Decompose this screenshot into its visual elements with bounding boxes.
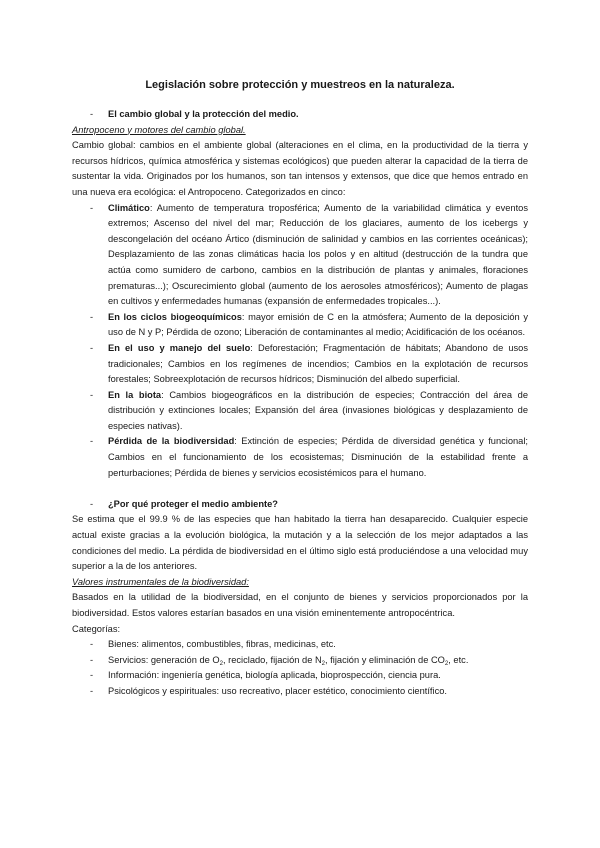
item-separator: : bbox=[149, 202, 153, 213]
item-text: Extinción de especies; Pérdida de diversidad genética y funcional; Cambios en el funcionamiento de los ecosistemas; Disminución de la estabilidad frente a perturbaciones; Pérdida de bienes y servicios ecosistémicos para el humano. bbox=[108, 436, 528, 478]
subheading-antropoceno: Antropoceno y motores del cambio global. bbox=[72, 124, 246, 135]
list-dash: - bbox=[90, 498, 94, 509]
list-dash: - bbox=[90, 311, 94, 322]
list-item bbox=[72, 341, 528, 388]
list-item bbox=[72, 310, 528, 341]
section-heading-text: ¿Por qué proteger el medio ambiente? bbox=[108, 498, 278, 509]
section-heading-por-que-proteger bbox=[72, 497, 528, 513]
list-item bbox=[72, 668, 528, 684]
item-label: En el uso y manejo del suelo bbox=[108, 342, 251, 353]
document-body bbox=[72, 107, 528, 700]
list-dash: - bbox=[90, 639, 94, 650]
list-dash: - bbox=[90, 436, 94, 447]
list-dash: - bbox=[90, 670, 94, 681]
paragraph-extincion: Se estima que el 99.9 % de las especies que han habitado la tierra han desaparecido. Cualquier especie actual existe gracias a la evolución biológica, la mutación y a la selección de los mejor adaptados a las condiciones del medio. La pérdida de biodiversidad en el último siglo está produciéndose a una velocidad muy superior a la de los anteriores. bbox=[72, 514, 528, 572]
item-text: Cambios biogeográficos en la distribución de especies; Contracción del área de distribución y extinciones locales; Expansión del área (invasiones biológicas y desplazamiento de especies nativas). bbox=[108, 389, 528, 431]
item-separator: : bbox=[250, 342, 253, 353]
document-title: Legislación sobre protección y muestreos en la naturaleza. bbox=[145, 79, 455, 91]
category-informacion: Información: ingeniería genética, biología aplicada, bioprospección, ciencia pura. bbox=[108, 670, 441, 681]
section-heading-text: El cambio global y la protección del medio. bbox=[108, 109, 299, 119]
subscript: 2 bbox=[321, 660, 326, 667]
drivers-list bbox=[72, 201, 528, 482]
category-psicologicos: Psicológicos y espirituales: uso recreativo, placer estético, conocimiento científico. bbox=[108, 685, 447, 696]
category-servicios bbox=[108, 655, 468, 665]
list-item bbox=[72, 388, 528, 435]
list-dash: - bbox=[90, 654, 94, 665]
servicios-text: Servicios: generación de O bbox=[108, 654, 220, 665]
category-bienes: Bienes: alimentos, combustibles, fibras, medicinas, etc. bbox=[108, 639, 336, 650]
list-dash: - bbox=[90, 342, 94, 353]
categories-label: Categorías: bbox=[72, 623, 121, 634]
subscript: 2 bbox=[444, 660, 449, 667]
list-item bbox=[72, 653, 528, 669]
paragraph-cambio-global: Cambio global: cambios en el ambiente global (alteraciones en el clima, en la productividad de la tierra y recursos hídricos, química atmosférica y sistemas ecológicos) que pueden alterar la capacidad de la tierra de sustentar la vida. Originados por los humanos, son tan intensos y extensos, que dice que hemos entrado en una nueva era ecológica: el Antropoceno. Categorizados en cinco: bbox=[72, 140, 528, 197]
servicios-text: , reciclado, fijación de N bbox=[222, 654, 322, 665]
paragraph-valores: Basados en la utilidad de la biodiversidad, en el conjunto de bienes y servicios proporcionados por la biodiversidad. Estos valores estarían basados en una visión eminentemente antropocéntrica. bbox=[72, 592, 528, 618]
item-separator: : bbox=[161, 389, 164, 400]
list-item bbox=[72, 637, 528, 653]
subheading-valores-instrumentales: Valores instrumentales de la biodiversidad: bbox=[72, 576, 249, 587]
list-item bbox=[72, 684, 528, 700]
spacer bbox=[72, 481, 528, 497]
item-label: Pérdida de la biodiversidad bbox=[108, 436, 235, 447]
item-label: Climático bbox=[108, 202, 150, 213]
list-item bbox=[72, 201, 528, 310]
servicios-text: , fijación y eliminación de CO bbox=[325, 654, 445, 665]
item-label: En los ciclos biogeoquímicos bbox=[108, 311, 242, 322]
list-dash: - bbox=[90, 202, 94, 213]
servicios-text: , etc. bbox=[448, 654, 469, 665]
item-text: Aumento de temperatura troposférica; Aumento de la variabilidad climática y eventos extremos; Ascenso del nivel del mar; Reducción de los glaciares, aumento de los icebergs y descongelación del océano Ártico (disminución de salinidad y cambios en las corrientes oceánicas); Desplazamiento de las zonas climáticas hacia los polos y en altitud (destrucción de la tundra que actúa como sumidero de carbono, cambios en la distribución de plantas y animales, floraciones prematuras...); Oscurecimiento global (aumento de los aerosoles atmosféricos); Aumento de plagas en cultivos y enfermedades humanas (expansión de enfermedades tropicales...). bbox=[108, 202, 528, 307]
item-text: Deforestación; Fragmentación de hábitats; Abandono de usos tradicionales; Cambios en los regímenes de incendios; Cambios en la explotación de recursos forestales; Sobreexplotación de recursos hídricos; Disminución del albedo superficial. bbox=[108, 342, 528, 385]
section-heading-cambio-global bbox=[72, 107, 528, 123]
subscript: 2 bbox=[219, 660, 223, 667]
item-label: En la biota bbox=[108, 389, 162, 400]
categories-list bbox=[72, 637, 528, 699]
list-dash: - bbox=[90, 685, 94, 696]
item-text: mayor emisión de C en la atmósfera; Aumento de la deposición y uso de N y P; Pérdida de ozono; Liberación de contaminantes al medio; Acidificación de los océanos. bbox=[108, 311, 528, 338]
item-separator: : bbox=[234, 436, 237, 447]
list-item bbox=[72, 434, 528, 481]
list-dash: - bbox=[90, 389, 94, 400]
item-separator: : bbox=[241, 311, 245, 322]
list-dash: - bbox=[90, 109, 94, 119]
